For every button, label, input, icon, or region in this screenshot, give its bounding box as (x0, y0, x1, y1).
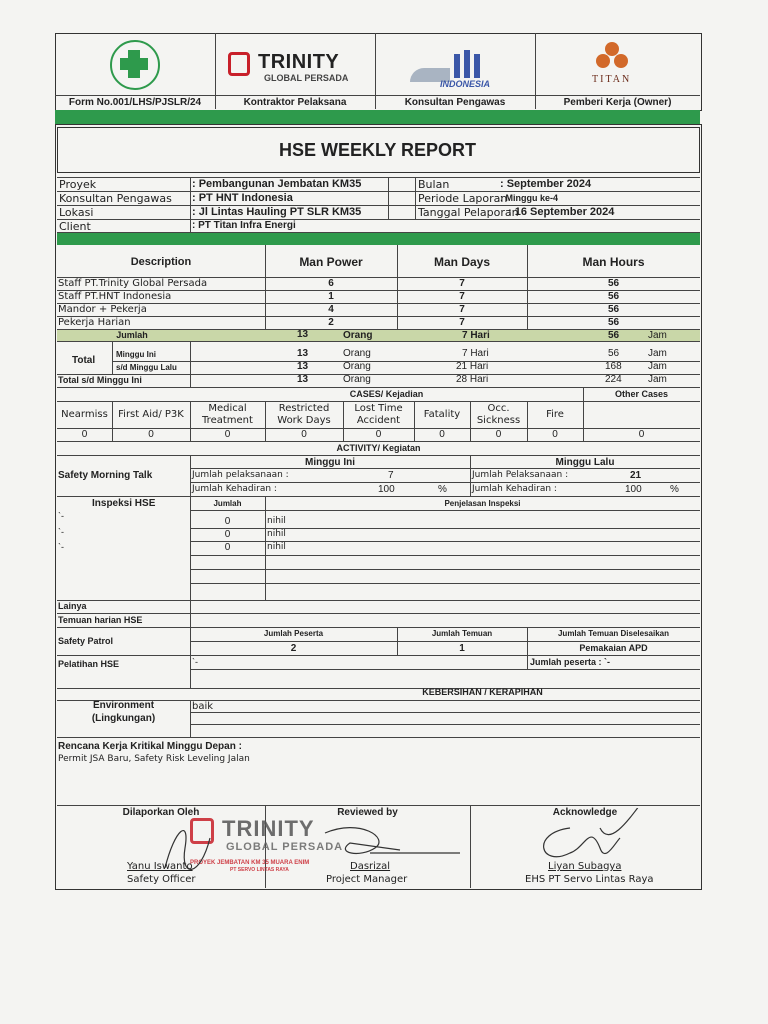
smt-pelaksanaan2-value: 21 (630, 470, 642, 481)
case-value: 0 (495, 429, 502, 440)
mp-row-hours: 56 (607, 291, 620, 302)
smt-label: Safety Morning Talk (58, 470, 153, 481)
rencana-value: Permit JSA Baru, Safety Risk Leveling Jalan (58, 754, 250, 764)
signature-2 (325, 828, 460, 854)
smt-kehadiran2-label: Jumlah Kehadiran : (472, 484, 557, 494)
jumlah-power: 13 (297, 329, 309, 340)
konsultan-value: : PT HNT Indonesia (192, 192, 293, 204)
signature-3 (544, 808, 645, 857)
reviewed-label: Reviewed by (337, 807, 398, 818)
case-header: Fire (546, 409, 564, 420)
case-header: Treatment (202, 415, 253, 426)
header-green-band (55, 110, 700, 124)
mp-row-desc: Pekerja Harian (58, 317, 131, 328)
kebersihan-title: KEBERSIHAN / KERAPIHAN (422, 687, 543, 697)
case-header: Fatality (423, 409, 461, 420)
case-value: 0 (552, 429, 558, 440)
total-label: Total (72, 355, 96, 366)
pelatihan-label: Pelatihan HSE (58, 659, 120, 669)
rencana-label: Rencana Kerja Kritikal Minggu Depan : (58, 741, 242, 752)
lokasi-label: Lokasi (59, 206, 94, 219)
signer2-name: Dasrizal (350, 861, 391, 872)
case-header: Occ. (487, 403, 510, 414)
mp-row-power: 4 (328, 304, 334, 315)
case-value: 0 (224, 429, 231, 440)
smt-kehadiran-value: 100 (378, 484, 395, 495)
jumlah-peserta: Jumlah peserta : `- (530, 657, 611, 667)
minggu-ini-hours-unit: Jam (648, 348, 667, 359)
sd-minggu-ini-days: 28 Hari (456, 374, 489, 385)
patrol-temuan-value: 1 (459, 643, 465, 654)
k3-logo (110, 40, 160, 90)
jumlah-power-unit: Orang (343, 330, 373, 341)
smt-pelaksanaan-label: Jumlah pelaksanaan : (192, 470, 289, 480)
smt-minggu-ini: Minggu Ini (305, 457, 355, 468)
consultant-label: Konsultan Pengawas (404, 97, 506, 108)
mp-row-days: 7 (459, 291, 465, 302)
mp-header-power: Man Power (299, 255, 363, 269)
proyek-value: : Pembangunan Jembatan KM35 (192, 178, 362, 190)
smt-pct2: % (670, 484, 679, 495)
other-cases-title: Other Cases (614, 389, 669, 399)
case-value: 0 (638, 429, 645, 440)
case-header: Restricted (278, 403, 330, 414)
smt-pct: % (438, 484, 447, 495)
jumlah-days: 7 Hari (462, 330, 490, 341)
contractor-label: Kontraktor Pelaksana (243, 97, 347, 108)
dilaporkan-label: Dilaporkan Oleh (122, 807, 200, 818)
patrol-apd: Pemakaian APD (579, 643, 648, 653)
temuan-label: Temuan harian HSE (58, 615, 143, 625)
form-number: Form No.001/LHS/PJSLR/24 (68, 97, 202, 108)
minggu-lalu-label: s/d Minggu Lalu (116, 363, 177, 372)
acknowledge-label: Acknowledge (552, 807, 618, 818)
minggu-ini-hours: 56 (608, 348, 620, 359)
inspeksi-label: Inspeksi HSE (92, 498, 156, 509)
inspeksi-text: nihil (267, 516, 286, 526)
mp-row-days: 7 (459, 304, 465, 315)
environment-label: Environment (92, 700, 155, 711)
mp-row-days: 7 (459, 317, 465, 328)
signer2-role: Project Manager (326, 874, 408, 885)
mp-row-days: 7 (459, 278, 465, 289)
client-value: : PT Titan Infra Energi (192, 220, 296, 231)
inspeksi-text: nihil (267, 542, 286, 552)
patrol-label: Safety Patrol (58, 636, 114, 646)
inspeksi-penjelasan-header: Penjelasan Inspeksi (444, 499, 521, 508)
mp-row-desc: Mandor + Pekerja (58, 304, 147, 315)
smt-kehadiran-label: Jumlah Kehadiran : (192, 484, 277, 494)
case-header: Lost Time (354, 403, 403, 414)
inspeksi-text: nihil (267, 529, 286, 539)
minggu-ini-power: 13 (297, 348, 309, 359)
inspeksi-dash: `- (58, 527, 64, 537)
case-value: 0 (439, 429, 445, 440)
mp-row-hours: 56 (607, 317, 620, 328)
environment-value: baik (192, 701, 214, 712)
mp-row-desc: Staff PT.Trinity Global Persada (58, 278, 208, 289)
inspeksi-dash: `- (58, 542, 64, 552)
jumlah-hours-unit: Jam (648, 330, 667, 341)
mp-header-days: Man Days (433, 255, 491, 269)
signer1-name: Yanu Iswanto (127, 861, 193, 872)
smt-pelaksanaan-value: 7 (388, 470, 394, 481)
minggu-lalu-hours: 168 (605, 361, 622, 372)
minggu-ini-label: Minggu Ini (116, 350, 156, 359)
jumlah-label: Jumlah (116, 330, 148, 340)
sd-minggu-ini-power: 13 (297, 374, 309, 385)
inspeksi-count: 0 (224, 529, 231, 540)
case-header: Medical (208, 403, 247, 414)
case-value: 0 (301, 429, 307, 440)
inspeksi-count: 0 (224, 542, 231, 553)
proyek-label: Proyek (59, 178, 97, 191)
environment-sublabel: (Lingkungan) (91, 713, 156, 724)
case-header: First Aid/ P3K (118, 409, 184, 420)
mp-row-desc: Staff PT.HNT Indonesia (58, 291, 172, 302)
activity-title: ACTIVITY/ Kegiatan (336, 443, 421, 453)
minggu-lalu-power: 13 (297, 361, 309, 372)
lainya-label: Lainya (58, 601, 87, 611)
patrol-peserta-header: Jumlah Peserta (263, 629, 324, 638)
patrol-diselesaikan-header: Jumlah Temuan Diselesaikan (557, 629, 669, 638)
minggu-lalu-hours-unit: Jam (648, 361, 667, 372)
smt-pelaksanaan2-label: Jumlah Pelaksanaan : (472, 470, 569, 480)
signer3-role: EHS PT Servo Lintas Raya (525, 874, 654, 885)
company-stamp: TRINITY GLOBAL PERSADA PROYEK JEMBATAN KM 35 MUARA ENIM PT SERVO LINTAS RAYA (190, 816, 344, 873)
client-label: Client (59, 220, 91, 233)
bulan-value: : September 2024 (500, 178, 592, 190)
lokasi-value: : Jl Lintas Hauling PT SLR KM35 (192, 206, 362, 218)
signer3-name: Liyan Subagya (548, 861, 622, 872)
case-value: 0 (81, 429, 88, 440)
sd-minggu-ini-hours: 224 (605, 374, 622, 385)
mp-header-hours: Man Hours (582, 255, 645, 269)
mp-row-hours: 56 (607, 304, 620, 315)
cases-title: CASES/ Kejadian (349, 389, 424, 399)
minggu-lalu-days: 21 Hari (456, 361, 489, 372)
case-header: Accident (356, 415, 401, 426)
jumlah-hours: 56 (608, 330, 620, 341)
bulan-label: Bulan (418, 178, 450, 191)
page-title: HSE WEEKLY REPORT (278, 140, 477, 160)
mp-row-power: 6 (328, 278, 334, 289)
owner-label: Pemberi Kerja (Owner) (563, 97, 672, 108)
case-header: Work Days (277, 415, 331, 426)
case-value: 0 (375, 429, 382, 440)
hnt-logo: INDONESIA (410, 50, 510, 90)
sd-minggu-ini-label: Total s/d Minggu Ini (58, 375, 142, 385)
signer1-role: Safety Officer (127, 874, 196, 885)
pelatihan-value: `- (192, 657, 198, 667)
konsultan-label: Konsultan Pengawas (59, 192, 172, 205)
mp-header-desc: Description (130, 256, 192, 268)
minggu-lalu-unit: Orang (343, 361, 371, 372)
inspeksi-dash: `- (58, 511, 64, 521)
inspeksi-jumlah-header: Jumlah (213, 499, 242, 508)
minggu-ini-days: 7 Hari (462, 348, 489, 359)
trinity-t-icon (228, 52, 250, 76)
mp-row-hours: 56 (607, 278, 620, 289)
sd-minggu-ini-hours-unit: Jam (648, 374, 667, 385)
inspeksi-count: 0 (224, 516, 231, 527)
case-header: Nearmiss (61, 409, 108, 420)
case-value: 0 (148, 429, 154, 440)
titan-logo: TITAN (588, 42, 638, 90)
tanggal-label: Tanggal Pelaporan (418, 206, 519, 219)
case-header: Sickness (476, 415, 521, 426)
tanggal-value: : 16 September 2024 (508, 206, 615, 218)
sd-minggu-ini-unit: Orang (343, 374, 371, 385)
smt-minggu-lalu: Minggu Lalu (555, 457, 615, 468)
mp-row-power: 1 (328, 291, 334, 302)
mp-row-power: 2 (328, 317, 334, 328)
patrol-temuan-header: Jumlah Temuan (431, 629, 493, 638)
patrol-peserta-value: 2 (290, 643, 297, 654)
periode-value: : Minggu ke-4 (500, 193, 558, 203)
minggu-ini-unit: Orang (343, 348, 371, 359)
periode-label: Periode Laporan (418, 192, 508, 205)
smt-kehadiran2-value: 100 (625, 484, 642, 495)
